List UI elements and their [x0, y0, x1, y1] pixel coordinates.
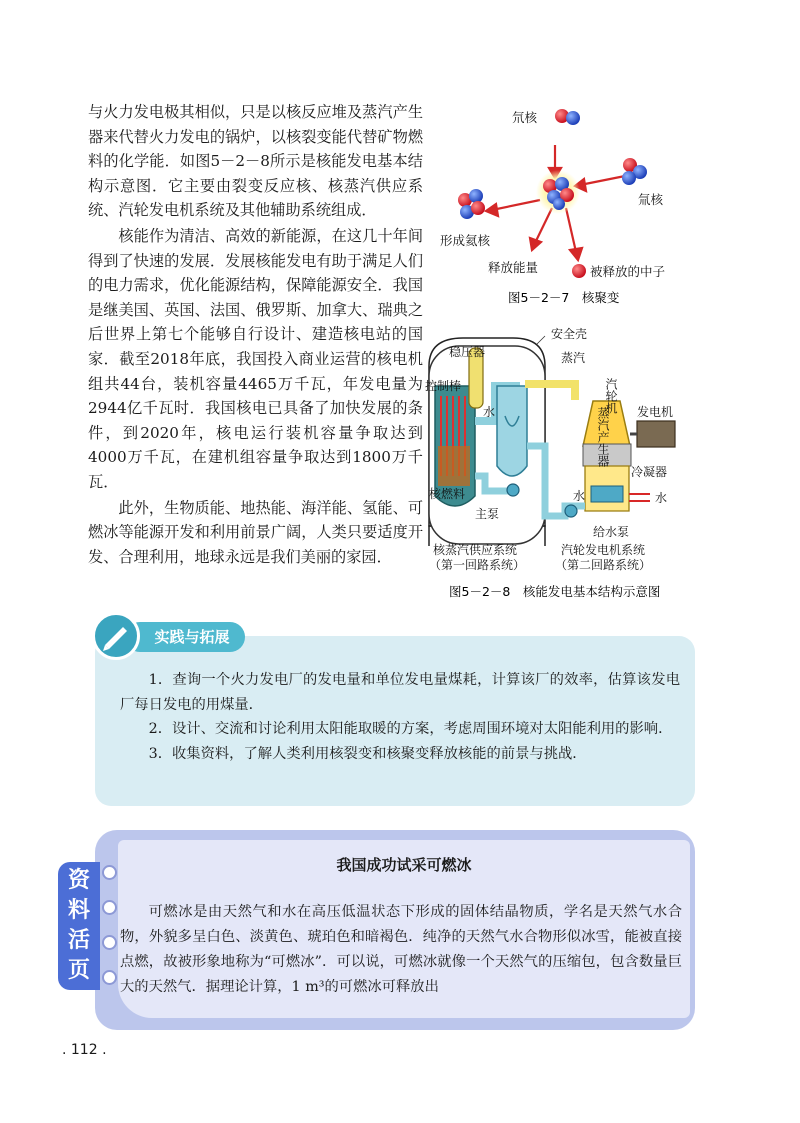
nuclear-plant-diagram: [425, 326, 710, 606]
helium-nucleus: [458, 189, 485, 219]
fuel-core: [438, 446, 470, 486]
body-text: [88, 100, 423, 569]
label-sys1-line2: （第一回路系统）: [429, 558, 526, 572]
info-title: 我国成功试采可燃冰: [336, 856, 472, 874]
label-condenser: 冷凝器: [631, 465, 668, 479]
binder-ring-icon: [102, 900, 117, 915]
practice-item-2: 2．设计、交流和讨论利用太阳能取暖的方案，考虑周围环境对太阳能利用的影响．: [148, 721, 673, 737]
label-turbine: 汽轮机: [604, 378, 618, 414]
label-water-left: 水: [483, 405, 496, 419]
label-sys1-line1: 核蒸汽供应系统: [433, 543, 518, 557]
binder-ring-icon: [102, 865, 117, 880]
label-steam: 蒸汽: [561, 351, 586, 365]
plant-caption: 图5－2－8 核能发电基本结构示意图: [449, 584, 661, 599]
label-neutron: 被释放的中子: [590, 264, 666, 279]
pencil-ruler-icon: [95, 615, 137, 657]
label-energy: 释放能量: [488, 260, 539, 275]
binder-ring-icon: [102, 935, 117, 950]
label-sys2-line1: 汽轮发电机系统: [561, 543, 646, 557]
binder-ring-icon: [102, 970, 117, 985]
practice-list: [120, 668, 680, 766]
label-shell: 安全壳: [551, 327, 588, 341]
fusion-core: [536, 170, 580, 214]
main-pump: [507, 484, 519, 496]
label-tritium: 氚核: [638, 192, 664, 207]
fusion-diagram: [430, 100, 720, 320]
label-water-mid: 水: [573, 489, 586, 503]
deuterium-nucleus: [555, 109, 580, 125]
label-sys2-line2: （第二回路系统）: [555, 558, 652, 572]
label-feed-pump: 给水泵: [593, 525, 630, 539]
practice-title: 实践与拓展: [125, 622, 245, 652]
info-paragraph: 可燃冰是由天然气和水在高压低温状态下形成的固体结晶物质，学名是天然气水合物，外貌多呈白色、淡黄色、琥珀色和暗褐色．纯净的天然气水合物形似冰雪，能被直接点燃，故被形象地称为“可燃冰”．可以说，可燃冰就像一个天然气的压缩包，包含数量巨大的天然气．据理论计算，1 m³的可燃冰可释放出: [120, 904, 682, 995]
label-steam-gen: 蒸汽产生器: [550, 407, 610, 421]
arrow-helium: [492, 200, 540, 210]
label-helium: 形成氦核: [440, 233, 491, 248]
paragraph-1: 与火力发电极其相似，只是以核反应堆及蒸汽产生器来代替火力发电的锅炉，以核裂变能代替矿物燃料的化学能．如图5－2－8所示是核能发电基本结构示意图．它主要由裂变反应核、核蒸汽供应系统、汽轮发电机系统及其他辅助系统组成．: [88, 103, 423, 220]
label-deuterium: 氘核: [512, 110, 538, 125]
paragraph-3: 此外，生物质能、地热能、海洋能、氢能、可燃冰等能源开发和利用前景广阔，人类只要适度开发、合理利用，地球永远是我们美丽的家园．: [88, 498, 423, 566]
feed-pump: [565, 505, 577, 517]
label-generator: 发电机: [637, 405, 674, 419]
arrow-neutron: [566, 208, 576, 252]
steam-generator: [497, 386, 527, 476]
label-pressurizer: 稳压器: [449, 345, 486, 359]
label-main-pump: 主泵: [475, 507, 500, 521]
generator: [637, 421, 675, 447]
neutron: [572, 264, 586, 278]
practice-item-1: 1．查询一个火力发电厂的发电量和单位发电量煤耗，计算该厂的效率，估算该发电厂每日发电的用煤量．: [120, 672, 680, 713]
arrow-energy: [535, 208, 552, 243]
label-water-right: 水: [655, 491, 668, 505]
practice-icon: [92, 612, 140, 660]
info-text: [120, 900, 682, 1000]
label-fuel: 核燃料: [429, 487, 466, 501]
info-tab: [58, 862, 100, 990]
label-control-rod: 控制棒: [425, 379, 462, 393]
page-number: . 112 .: [62, 1042, 107, 1058]
tritium-nucleus: [622, 158, 647, 185]
paragraph-2: 核能作为清洁、高效的新能源，在这几十年间得到了快速的发展．发展核能发电有助于满足人们的电力需求，优化能源结构，保障能源安全．我国是继美国、英国、法国、俄罗斯、加拿大、瑞典之后世界上第七个能够自行设计、建造核电站的国家．截至2018年底，我国投入商业运营的核电机组共44台，装机容量4465万千瓦，年发电量为2944亿千瓦时．我国核电已具备了加快发展的条件，到2020年，核电运行装机容量争取达到4000万千瓦，在建机组容量争取达到1800万千瓦．: [88, 226, 423, 491]
info-tab-label: 资料活页: [68, 868, 91, 983]
fusion-caption: 图5－2－7 核聚变: [508, 290, 620, 305]
practice-item-3: 3．收集资料，了解人类利用核裂变和核聚变释放核能的前景与挑战．: [148, 745, 587, 762]
